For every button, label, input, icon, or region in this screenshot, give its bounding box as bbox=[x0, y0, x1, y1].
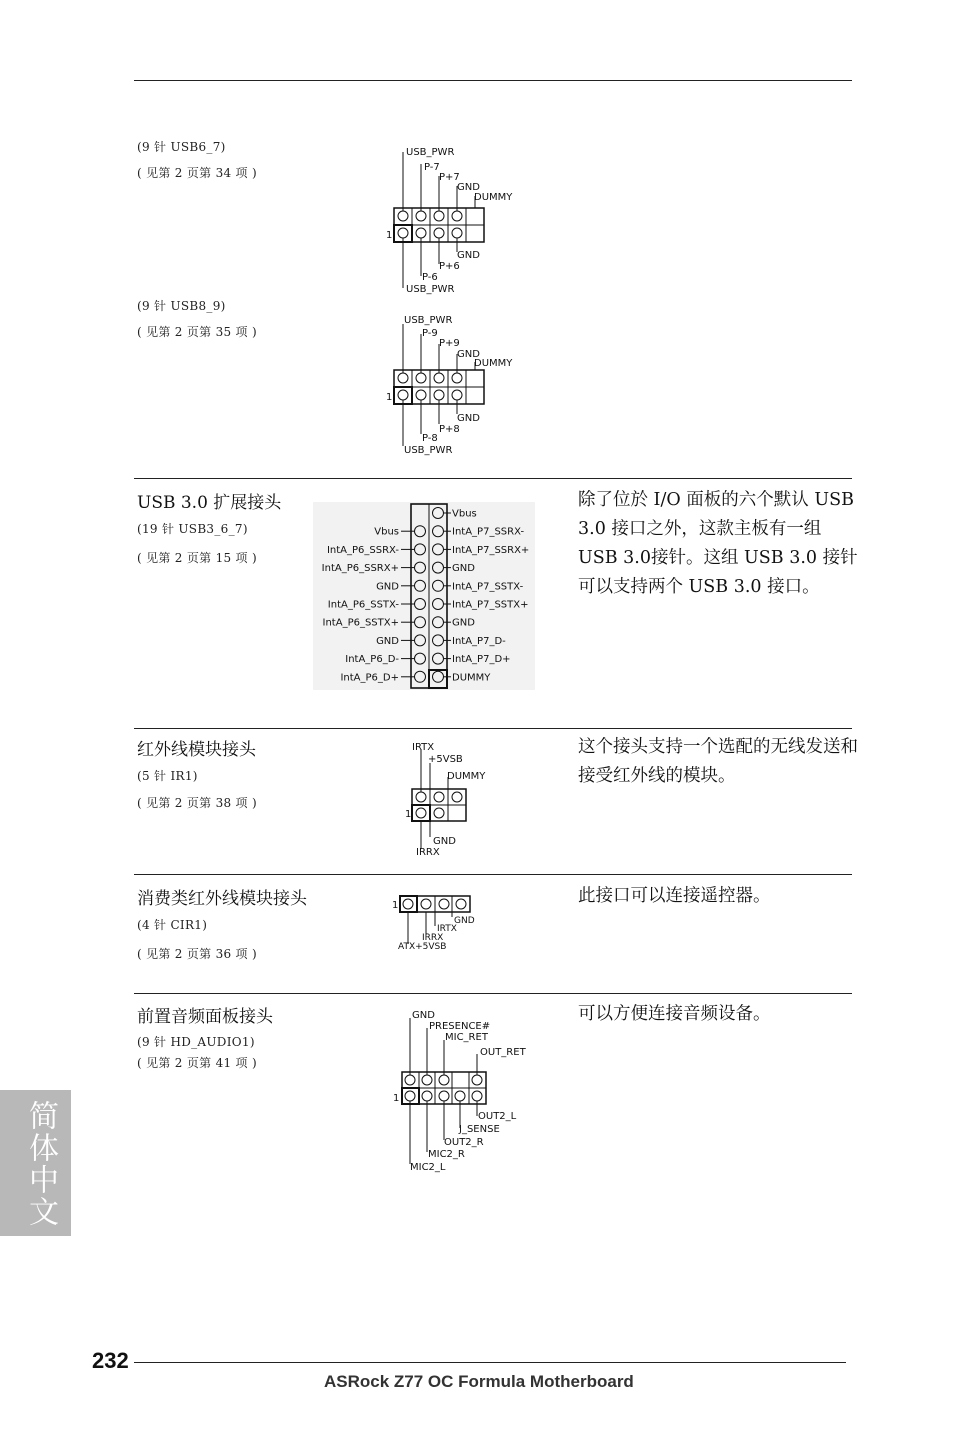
pin-label: P+6 bbox=[439, 261, 460, 272]
pin-label: DUMMY bbox=[474, 358, 513, 369]
usb67-pin-count: (9 针 USB6_7) bbox=[137, 140, 226, 154]
section-rule bbox=[134, 728, 852, 729]
audio-pin-count: (9 针 HD_AUDIO1) bbox=[137, 1035, 255, 1049]
ir-title: 红外线模块接头 bbox=[137, 740, 256, 760]
language-tab bbox=[0, 1090, 71, 1236]
usb89-reference: ( 见第 2 页第 35 项 ) bbox=[137, 325, 257, 339]
audio-reference: ( 见第 2 页第 41 项 ) bbox=[137, 1056, 257, 1070]
pin-label: IntA_P7_SSTX+ bbox=[452, 599, 529, 611]
pin-label: GND bbox=[452, 563, 475, 575]
ir-description: 这个接头支持一个选配的无线发送和接受红外线的模块。 bbox=[578, 737, 858, 786]
language-tab-label: 简体中文 bbox=[23, 1100, 58, 1228]
usb30-description: 除了位於 I/O 面板的六个默认 USB 3.0 接口之外，这款主板有一组 USB 3.0接针。这组 USB 3.0 接针可以支持两个 USB 3.0 接口。 bbox=[578, 490, 858, 597]
pin1-marker: 1 bbox=[392, 900, 399, 911]
footer-rule bbox=[134, 1362, 846, 1363]
usb30-title: USB 3.0 扩展接头 bbox=[137, 493, 282, 513]
pin-label: IntA_P7_D+ bbox=[452, 654, 511, 666]
pin-label: J_SENSE bbox=[459, 1124, 500, 1135]
pin-label: P-7 bbox=[424, 162, 440, 173]
cir-title: 消费类红外线模块接头 bbox=[137, 889, 307, 909]
pin-label: IntA_P7_SSRX- bbox=[452, 526, 525, 538]
pin-label: IRRX bbox=[422, 933, 444, 943]
usb30-reference: ( 见第 2 页第 15 项 ) bbox=[137, 551, 257, 565]
section-rule bbox=[134, 874, 852, 875]
pin-label: IRRX bbox=[416, 847, 440, 858]
pin-label: P+7 bbox=[439, 172, 460, 183]
pin-label: +5VSB bbox=[428, 754, 463, 765]
pin1-marker: 1 bbox=[386, 392, 393, 403]
audio-pinout-diagram bbox=[388, 1006, 538, 1178]
pin-label: GND bbox=[457, 182, 480, 193]
ir-reference: ( 见第 2 页第 38 项 ) bbox=[137, 796, 257, 810]
usb89-pinout-diagram bbox=[378, 308, 528, 458]
pin-label: DUMMY bbox=[452, 672, 491, 684]
pin-label: GND bbox=[457, 413, 480, 424]
pin-label: MIC2_R bbox=[428, 1149, 465, 1160]
ir-pinout-diagram bbox=[398, 737, 508, 859]
pin-label: PRESENCE# bbox=[429, 1021, 491, 1032]
pin-label: GND bbox=[433, 836, 456, 847]
section-rule bbox=[134, 478, 852, 479]
cir-reference: ( 见第 2 页第 36 项 ) bbox=[137, 947, 257, 961]
audio-title: 前置音频面板接头 bbox=[137, 1007, 273, 1027]
usb67-pinout-diagram bbox=[380, 140, 530, 300]
pin1-marker: 1 bbox=[386, 230, 393, 241]
pin-label: GND bbox=[457, 250, 480, 261]
pin-label: GND bbox=[457, 349, 480, 360]
pin-label: IntA_P6_SSRX+ bbox=[321, 563, 399, 575]
pin-label: MIC_RET bbox=[445, 1032, 488, 1043]
pin-label: USB_PWR bbox=[404, 315, 453, 326]
pin-label: USB_PWR bbox=[406, 147, 455, 158]
pin-label: DUMMY bbox=[474, 192, 513, 203]
pin-label: Vbus bbox=[374, 526, 399, 538]
pin1-marker: 1 bbox=[405, 809, 412, 820]
pin-label: P-8 bbox=[422, 433, 438, 444]
pin-label: P+8 bbox=[439, 424, 460, 435]
pin-label: DUMMY bbox=[447, 771, 486, 782]
pin-label: OUT_RET bbox=[480, 1047, 526, 1058]
audio-description: 可以方便连接音频设备。 bbox=[578, 1004, 771, 1024]
usb30-pinout-diagram bbox=[313, 502, 535, 690]
pin-label: OUT2_L bbox=[478, 1111, 517, 1122]
pin-label: P-9 bbox=[422, 328, 438, 339]
pin-label: ATX+5VSB bbox=[398, 942, 447, 952]
pin-label: IntA_P7_D- bbox=[452, 635, 506, 647]
pin-label: USB_PWR bbox=[404, 445, 453, 456]
pin-label: IntA_P6_SSTX+ bbox=[322, 617, 399, 629]
pin-label: MIC2_L bbox=[410, 1162, 446, 1173]
pin1-marker: 1 bbox=[393, 1093, 400, 1104]
pin-label: GND bbox=[454, 916, 475, 926]
top-rule bbox=[134, 80, 852, 81]
pin-label: USB_PWR bbox=[406, 284, 455, 295]
pin-label: GND bbox=[376, 635, 399, 647]
cir-pinout-diagram bbox=[388, 890, 488, 952]
pin-label: IntA_P7_SSTX- bbox=[452, 581, 524, 593]
ir-pin-count: (5 针 IR1) bbox=[137, 769, 198, 783]
pin-label: IntA_P6_SSTX- bbox=[327, 599, 399, 611]
pin-label: IntA_P6_SSRX- bbox=[326, 544, 399, 556]
pin-label: P+9 bbox=[439, 338, 460, 349]
pin-label: P-6 bbox=[422, 272, 438, 283]
pin-label: GND bbox=[412, 1010, 435, 1021]
pin-label: IntA_P7_SSRX+ bbox=[452, 544, 530, 556]
pin-label: IntA_P6_D- bbox=[345, 654, 399, 666]
pin-label: GND bbox=[376, 581, 399, 593]
pin-label: IRTX bbox=[412, 742, 435, 753]
footer-title: ASRock Z77 OC Formula Motherboard bbox=[324, 1372, 634, 1391]
page-number: 232 bbox=[92, 1348, 129, 1373]
pin-label: IRTX bbox=[437, 924, 457, 934]
pin-label: OUT2_R bbox=[444, 1137, 484, 1148]
pin-label: GND bbox=[452, 617, 475, 629]
pin-label: IntA_P6_D+ bbox=[340, 672, 399, 684]
cir-description: 此接口可以连接遥控器。 bbox=[578, 886, 771, 906]
section-rule bbox=[134, 993, 852, 994]
cir-pin-count: (4 针 CIR1) bbox=[137, 918, 208, 932]
usb30-pin-count: (19 针 USB3_6_7) bbox=[137, 522, 248, 536]
pin-label: Vbus bbox=[452, 508, 477, 520]
usb89-pin-count: (9 针 USB8_9) bbox=[137, 299, 226, 313]
usb67-reference: ( 见第 2 页第 34 项 ) bbox=[137, 166, 257, 180]
